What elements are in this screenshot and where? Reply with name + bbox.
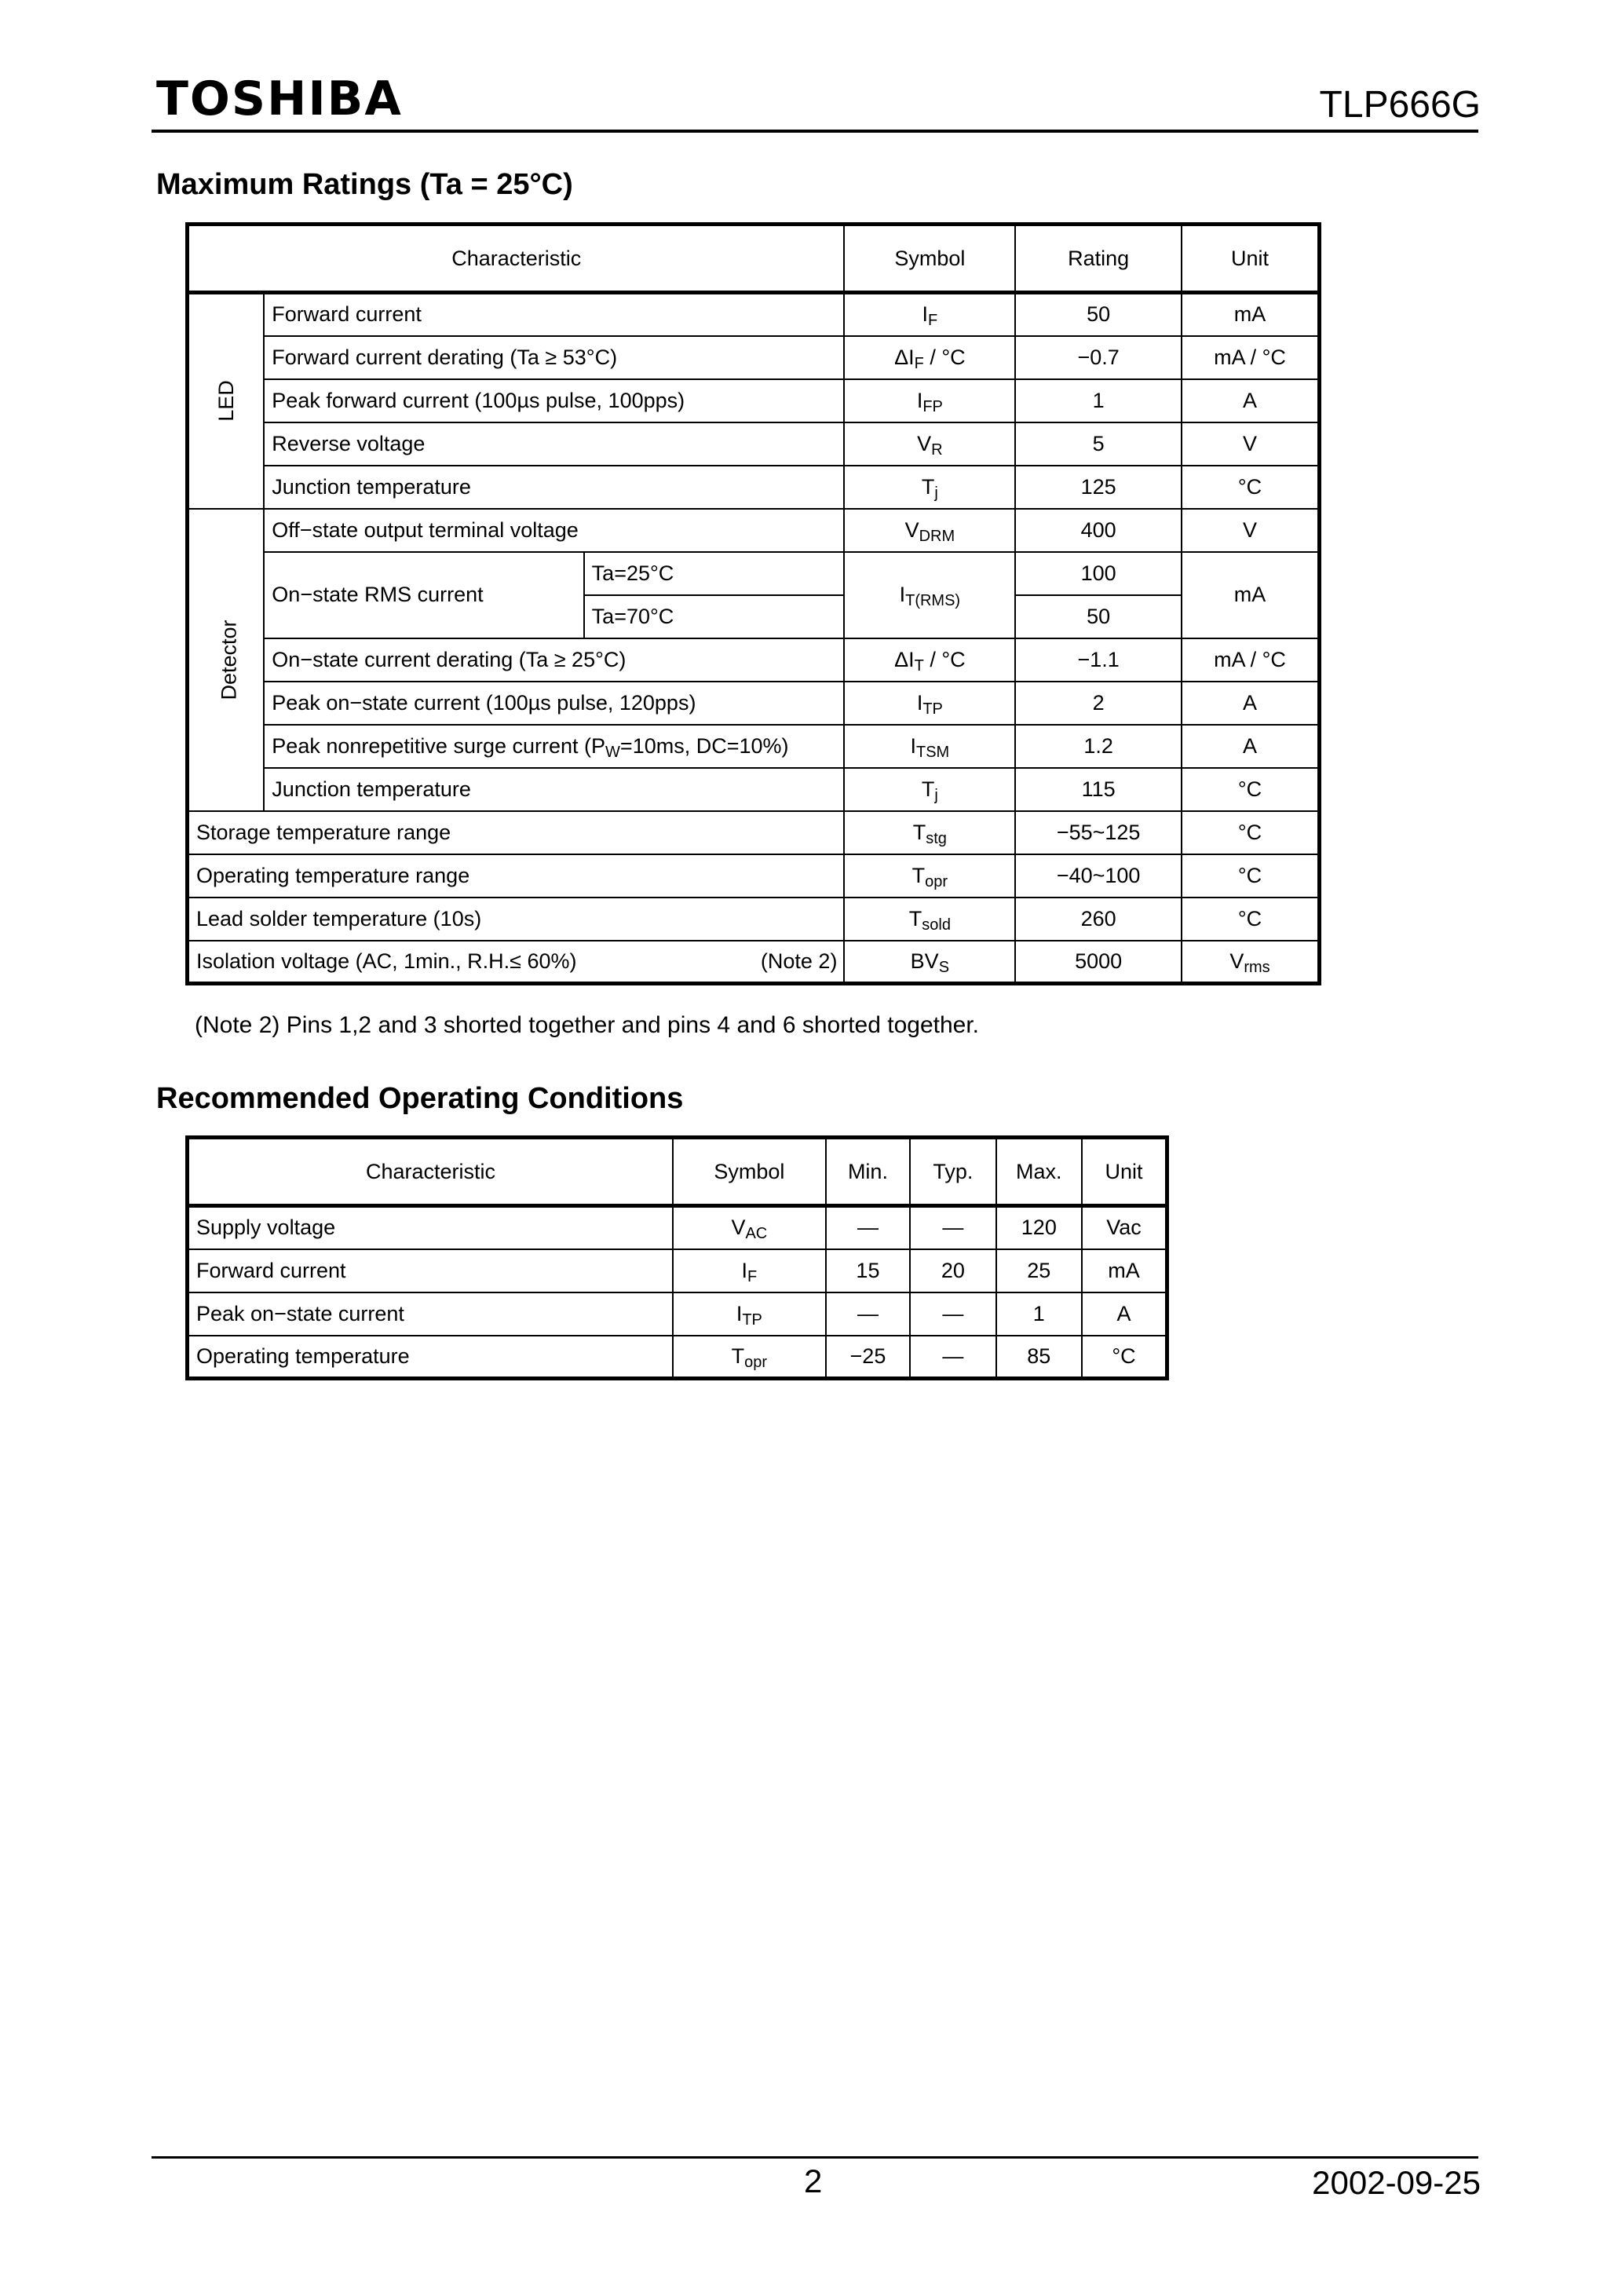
- unit-cell: A: [1182, 379, 1320, 422]
- col-unit: Unit: [1082, 1138, 1167, 1206]
- symbol-cell: [673, 1206, 826, 1249]
- characteristic-cell: [188, 941, 845, 984]
- col-characteristic: Characteristic: [188, 225, 845, 293]
- table-row: [188, 768, 1320, 811]
- rating-cell: 125: [1015, 466, 1182, 509]
- characteristic-cell: On−state current derating (Ta ≥ 25°C): [264, 638, 844, 682]
- table-row: [188, 552, 1320, 595]
- col-unit: Unit: [1182, 225, 1320, 293]
- max-ratings-condition: (Ta = 25°C): [419, 168, 573, 201]
- characteristic-text: =10ms, DC=10%): [619, 733, 789, 758]
- col-typ: Typ.: [910, 1138, 995, 1206]
- symbol-cell: [844, 466, 1015, 509]
- symbol-sub: TP: [922, 700, 943, 718]
- symbol-base: V: [731, 1216, 746, 1240]
- recommended-table: [185, 1135, 1169, 1380]
- symbol-base: I: [922, 302, 928, 327]
- unit-cell: A: [1182, 682, 1320, 725]
- characteristic-cell: Forward current: [188, 1249, 673, 1292]
- max-ratings-title: Maximum Ratings: [156, 168, 412, 201]
- unit-cell: °C: [1182, 898, 1320, 941]
- unit-cell: °C: [1182, 811, 1320, 854]
- symbol-cell: [844, 854, 1015, 898]
- col-characteristic: Characteristic: [188, 1138, 673, 1206]
- characteristic-cell: Peak on−state current (100µs pulse, 120pps): [264, 682, 844, 725]
- symbol-cell: [844, 898, 1015, 941]
- characteristic-cell: Supply voltage: [188, 1206, 673, 1249]
- toshiba-logo: TOSHIBA: [156, 71, 403, 126]
- symbol-suffix: / °C: [923, 647, 966, 671]
- symbol-sub: TSM: [916, 743, 950, 761]
- symbol-sub: F: [914, 354, 924, 372]
- characteristic-cell: Operating temperature range: [188, 854, 845, 898]
- rating-cell: 260: [1015, 898, 1182, 941]
- symbol-sub: opr: [744, 1353, 768, 1371]
- symbol-base: I: [899, 583, 906, 606]
- symbol-sub: R: [931, 441, 943, 459]
- table-row: [188, 811, 1320, 854]
- table-header-row: [188, 1138, 1167, 1206]
- characteristic-text: Peak nonrepetitive surge current (P: [272, 733, 606, 758]
- symbol-sub: F: [928, 312, 938, 330]
- symbol-cell: [844, 379, 1015, 422]
- rating-cell: 2: [1015, 682, 1182, 725]
- symbol-base: V: [917, 431, 932, 455]
- symbol-base: T: [912, 820, 926, 844]
- rating-cell: −1.1: [1015, 638, 1182, 682]
- unit-cell: °C: [1182, 854, 1320, 898]
- table-row: [188, 898, 1320, 941]
- symbol-base: T: [911, 863, 926, 887]
- symbol-cell: [844, 336, 1015, 379]
- typ-cell: —: [910, 1206, 995, 1249]
- table-row: [188, 293, 1320, 336]
- symbol-suffix: / °C: [923, 345, 966, 369]
- unit-cell: mA / °C: [1182, 638, 1320, 682]
- symbol-base: ΔI: [894, 647, 915, 671]
- rating-cell: 1.2: [1015, 725, 1182, 768]
- table-row: [188, 466, 1320, 509]
- group-detector-label: Detector: [217, 619, 241, 700]
- table-row: [188, 854, 1320, 898]
- symbol-base: V: [904, 517, 919, 542]
- symbol-sub: AC: [745, 1225, 768, 1243]
- rating-cell: 400: [1015, 509, 1182, 552]
- symbol-sub: TP: [742, 1311, 762, 1329]
- table-row: [188, 379, 1320, 422]
- symbol-sub: opr: [925, 872, 948, 890]
- characteristic-cell: On−state RMS current: [264, 552, 583, 638]
- max-ratings-table: [185, 222, 1321, 985]
- footer-rule: [152, 2156, 1478, 2159]
- unit-base: V: [1229, 949, 1244, 973]
- symbol-cell: [844, 941, 1015, 984]
- table-row: [188, 638, 1320, 682]
- symbol-cell: [844, 509, 1015, 552]
- symbol-base: T: [908, 906, 922, 930]
- symbol-sub: DRM: [919, 527, 955, 545]
- characteristic-text: Isolation voltage (AC, 1min., R.H.≤ 60%): [196, 949, 577, 973]
- symbol-cell: [844, 422, 1015, 466]
- symbol-cell: [673, 1249, 826, 1292]
- table-row: [188, 1336, 1167, 1379]
- rating-cell: −40~100: [1015, 854, 1182, 898]
- unit-cell: °C: [1182, 466, 1320, 509]
- max-cell: 85: [996, 1336, 1082, 1379]
- part-number: TLP666G: [1319, 84, 1481, 126]
- symbol-base: I: [741, 1258, 747, 1282]
- characteristic-cell: Operating temperature: [188, 1336, 673, 1379]
- header-rule: [152, 130, 1478, 133]
- table-row: [188, 725, 1320, 768]
- condition-cell: Ta=70°C: [584, 595, 845, 638]
- symbol-cell: [844, 293, 1015, 336]
- unit-cell: Vac: [1082, 1206, 1167, 1249]
- symbol-sub: S: [938, 958, 950, 976]
- unit-cell: [1182, 941, 1320, 984]
- table-row: [188, 509, 1320, 552]
- unit-cell: A: [1082, 1292, 1167, 1336]
- symbol-cell: [844, 725, 1015, 768]
- symbol-cell: [844, 638, 1015, 682]
- characteristic-cell: Peak forward current (100µs pulse, 100pps): [264, 379, 844, 422]
- rating-cell: 115: [1015, 768, 1182, 811]
- typ-cell: —: [910, 1292, 995, 1336]
- max-cell: 120: [996, 1206, 1082, 1249]
- symbol-base: BV: [910, 949, 939, 973]
- col-min: Min.: [826, 1138, 910, 1206]
- symbol-sub: j: [934, 484, 938, 502]
- symbol-sub: F: [747, 1267, 758, 1285]
- symbol-base: T: [731, 1344, 745, 1368]
- characteristic-cell: Reverse voltage: [264, 422, 844, 466]
- unit-cell: A: [1182, 725, 1320, 768]
- characteristic-sub: W: [605, 743, 620, 761]
- rating-cell: 5000: [1015, 941, 1182, 984]
- table-row: [188, 682, 1320, 725]
- characteristic-cell: [264, 725, 844, 768]
- rating-cell: −0.7: [1015, 336, 1182, 379]
- characteristic-cell: Junction temperature: [264, 768, 844, 811]
- symbol-sub: T(RMS): [905, 592, 961, 609]
- symbol-cell: [673, 1292, 826, 1336]
- unit-cell: mA / °C: [1182, 336, 1320, 379]
- max-cell: 25: [996, 1249, 1082, 1292]
- rating-cell: 50: [1015, 293, 1182, 336]
- table-header-row: [188, 225, 1320, 293]
- unit-cell: mA: [1082, 1249, 1167, 1292]
- symbol-base: I: [916, 690, 923, 715]
- unit-cell: °C: [1182, 768, 1320, 811]
- min-cell: —: [826, 1292, 910, 1336]
- unit-cell: mA: [1182, 293, 1320, 336]
- group-led-label: LED: [214, 380, 238, 422]
- symbol-sub: sold: [922, 916, 951, 934]
- symbol-base: ΔI: [894, 345, 915, 369]
- table-row: [188, 422, 1320, 466]
- typ-cell: —: [910, 1336, 995, 1379]
- recommended-heading: Recommended Operating Conditions: [156, 1082, 684, 1115]
- characteristic-cell: Lead solder temperature (10s): [188, 898, 845, 941]
- table-row: [188, 1206, 1167, 1249]
- rating-cell: 1: [1015, 379, 1182, 422]
- page-number: 2: [804, 2163, 823, 2199]
- group-led: [188, 293, 265, 509]
- table-row: [188, 336, 1320, 379]
- max-cell: 1: [996, 1292, 1082, 1336]
- rating-cell: −55~125: [1015, 811, 1182, 854]
- characteristic-cell: Peak on−state current: [188, 1292, 673, 1336]
- symbol-cell: [844, 768, 1015, 811]
- note-2: (Note 2) Pins 1,2 and 3 shorted together and pins 4 and 6 shorted together.: [195, 1012, 980, 1038]
- symbol-base: T: [921, 474, 935, 499]
- table-row: [188, 1292, 1167, 1336]
- group-detector: [188, 509, 265, 811]
- max-ratings-heading: [156, 170, 573, 199]
- table-row: [188, 941, 1320, 984]
- min-cell: 15: [826, 1249, 910, 1292]
- symbol-base: I: [910, 733, 916, 758]
- symbol-sub: T: [914, 656, 924, 675]
- symbol-cell: [844, 682, 1015, 725]
- table-row: [188, 1249, 1167, 1292]
- min-cell: —: [826, 1206, 910, 1249]
- symbol-base: T: [921, 777, 935, 801]
- col-rating: Rating: [1015, 225, 1182, 293]
- rating-cell: 100: [1015, 552, 1182, 595]
- characteristic-cell: Forward current derating (Ta ≥ 53°C): [264, 336, 844, 379]
- col-max: Max.: [996, 1138, 1082, 1206]
- characteristic-cell: Forward current: [264, 293, 844, 336]
- unit-cell: V: [1182, 509, 1320, 552]
- symbol-sub: j: [934, 786, 938, 804]
- symbol-sub: FP: [922, 397, 943, 415]
- unit-sub: rms: [1244, 958, 1270, 976]
- unit-cell: V: [1182, 422, 1320, 466]
- characteristic-cell: Off−state output terminal voltage: [264, 509, 844, 552]
- note-ref: (Note 2): [760, 949, 838, 973]
- unit-cell: mA: [1182, 552, 1320, 638]
- min-cell: −25: [826, 1336, 910, 1379]
- rating-cell: 50: [1015, 595, 1182, 638]
- symbol-cell: [844, 811, 1015, 854]
- unit-cell: °C: [1082, 1336, 1167, 1379]
- document-date: 2002-09-25: [1312, 2164, 1481, 2201]
- col-symbol: Symbol: [844, 225, 1015, 293]
- rating-cell: 5: [1015, 422, 1182, 466]
- symbol-cell: [673, 1336, 826, 1379]
- symbol-base: I: [736, 1301, 743, 1325]
- symbol-base: I: [916, 388, 923, 412]
- condition-cell: Ta=25°C: [584, 552, 845, 595]
- characteristic-cell: Storage temperature range: [188, 811, 845, 854]
- col-symbol: Symbol: [673, 1138, 826, 1206]
- typ-cell: 20: [910, 1249, 995, 1292]
- symbol-cell: [844, 552, 1015, 638]
- symbol-sub: stg: [926, 829, 947, 847]
- characteristic-cell: Junction temperature: [264, 466, 844, 509]
